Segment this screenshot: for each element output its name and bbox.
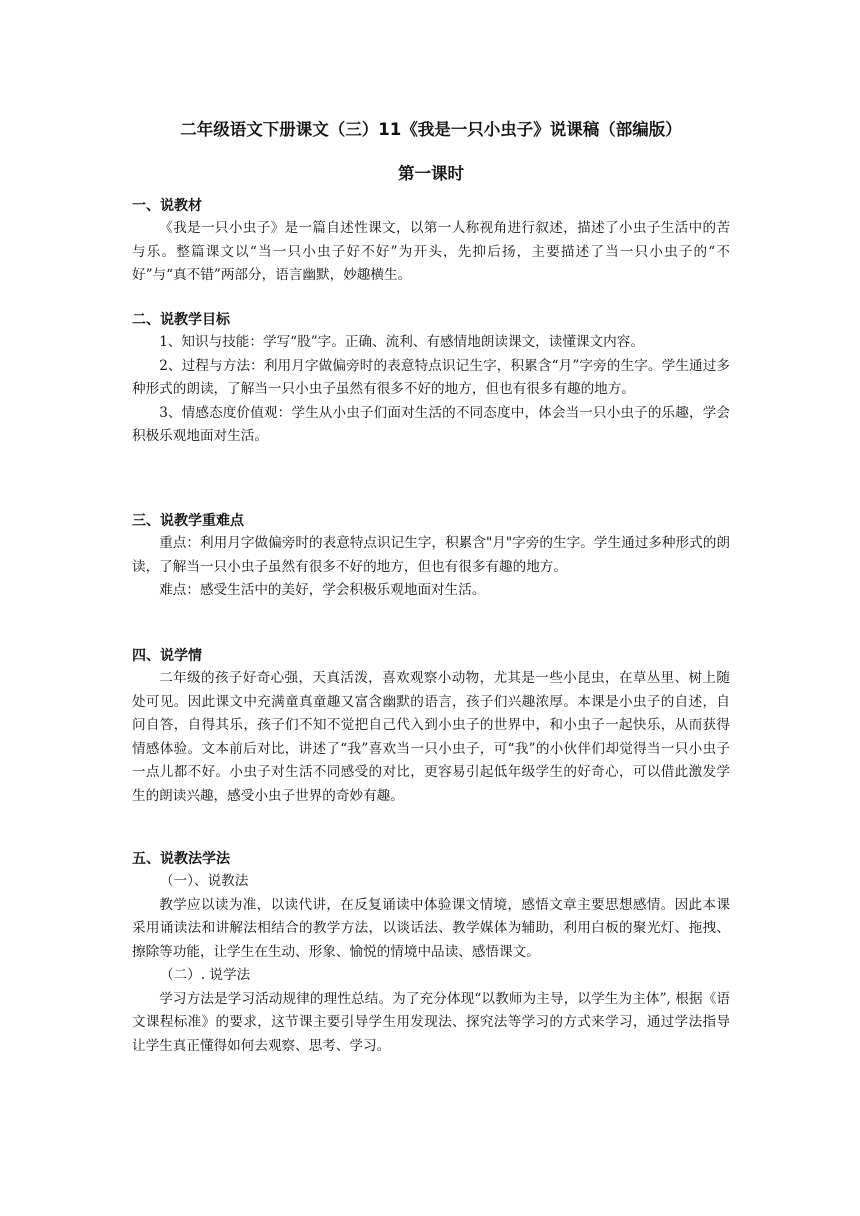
- section-heading: 一、说教材: [132, 198, 202, 214]
- paragraph: 1、知识与技能：学写“股”字。正确、流利、有感情地朗读课文，读懂课文内容。: [159, 334, 644, 350]
- section-heading: 四、说学情: [132, 648, 202, 664]
- paragraph: 《我是一只小虫子》是一篇自述性课文，以第一人称视角进行叙述，描述了小虫子生活中的苦与乐。整篇课文以“当一只小虫子好不好”为开头，先抑后扬，主要描述了当一只小虫子的“不好”与“真不错”两部分，语言幽默，妙趣横生。: [132, 220, 730, 283]
- section-key-points: [132, 510, 730, 603]
- paragraph: 3、情感态度价值观：学生从小虫子们面对生活的不同态度中，体会当一只小虫子的乐趣，学会积极乐观地面对生活。: [132, 404, 730, 444]
- paragraph: 难点：感受生活中的美好，学会积极乐观地面对生活。: [159, 582, 486, 598]
- paragraph: 教学应以读为准，以读代讲，在反复诵读中体验课文情境，感悟文章主要思想感情。因此本课采用诵读法和讲解法相结合的教学方法，以谈话法、教学媒体为辅助，利用白板的聚光灯、拖拽、擦除等功能，让学生在生动、形象、愉悦的情境中品读、感悟课文。: [132, 896, 730, 960]
- paragraph: 2、过程与方法：利用月字做偏旁时的表意特点识记生字，积累含“月”字旁的生字。学生通过多种形式的朗读，了解当一只小虫子虽然有很多不好的地方，但也有很多有趣的地方。: [132, 357, 730, 397]
- subheading-learning-method: （二）. 说学法: [160, 967, 251, 983]
- paragraph: 学习方法是学习活动规律的理性总结。为了充分体现“以教师为主导，以学生为主体”, 根据《语文课程标准》的要求，这节课主要引导学生用发现法、探究法等学习的方式来学习，通过学法指导让学生真正懂得如何去观察、思考、学习。: [132, 990, 730, 1054]
- section-heading: 五、说教法学法: [132, 851, 230, 867]
- paragraph: 二年级的孩子好奇心强，天真活泼，喜欢观察小动物，尤其是一些小昆虫，在草丛里、树上随处可见。因此课文中充满童真童趣又富含幽默的语言，孩子们兴趣浓厚。本课是小虫子的自述，自问自答，自得其乐，孩子们不知不觉把自己代入到小虫子的世界中，和小虫子一起快乐，从而获得情感体验。文本前后对比，讲述了“我”喜欢当一只小虫子，可“我”的小伙伴们却觉得当一只小虫子一点儿都不好。小虫子对生活不同感受的对比，更容易引起低年级学生的好奇心，可以借此激发学生的朗读兴趣，感受小虫子世界的奇妙有趣。: [132, 670, 730, 804]
- section-heading: 二、说教学目标: [132, 312, 230, 328]
- section-methods: [132, 848, 730, 1058]
- lesson-title: 第一课时: [398, 164, 464, 183]
- paragraph: 重点：利用月字做偏旁时的表意特点识记生字，积累含"月"字旁的生字。学生通过多种形式的朗读，了解当一只小虫子虽然有很多不好的地方，但也有很多有趣的地方。: [132, 535, 730, 575]
- section-heading: 三、说教学重难点: [132, 513, 244, 529]
- section-student-analysis: [132, 645, 730, 808]
- subheading-teaching-method: （一）、说教法: [160, 873, 249, 889]
- document-title: 二年级语文下册课文（三）11《我是一只小虫子》说课稿（部编版）: [180, 120, 682, 139]
- section-teaching-goals: [132, 309, 730, 449]
- section-teaching-material: [132, 195, 730, 288]
